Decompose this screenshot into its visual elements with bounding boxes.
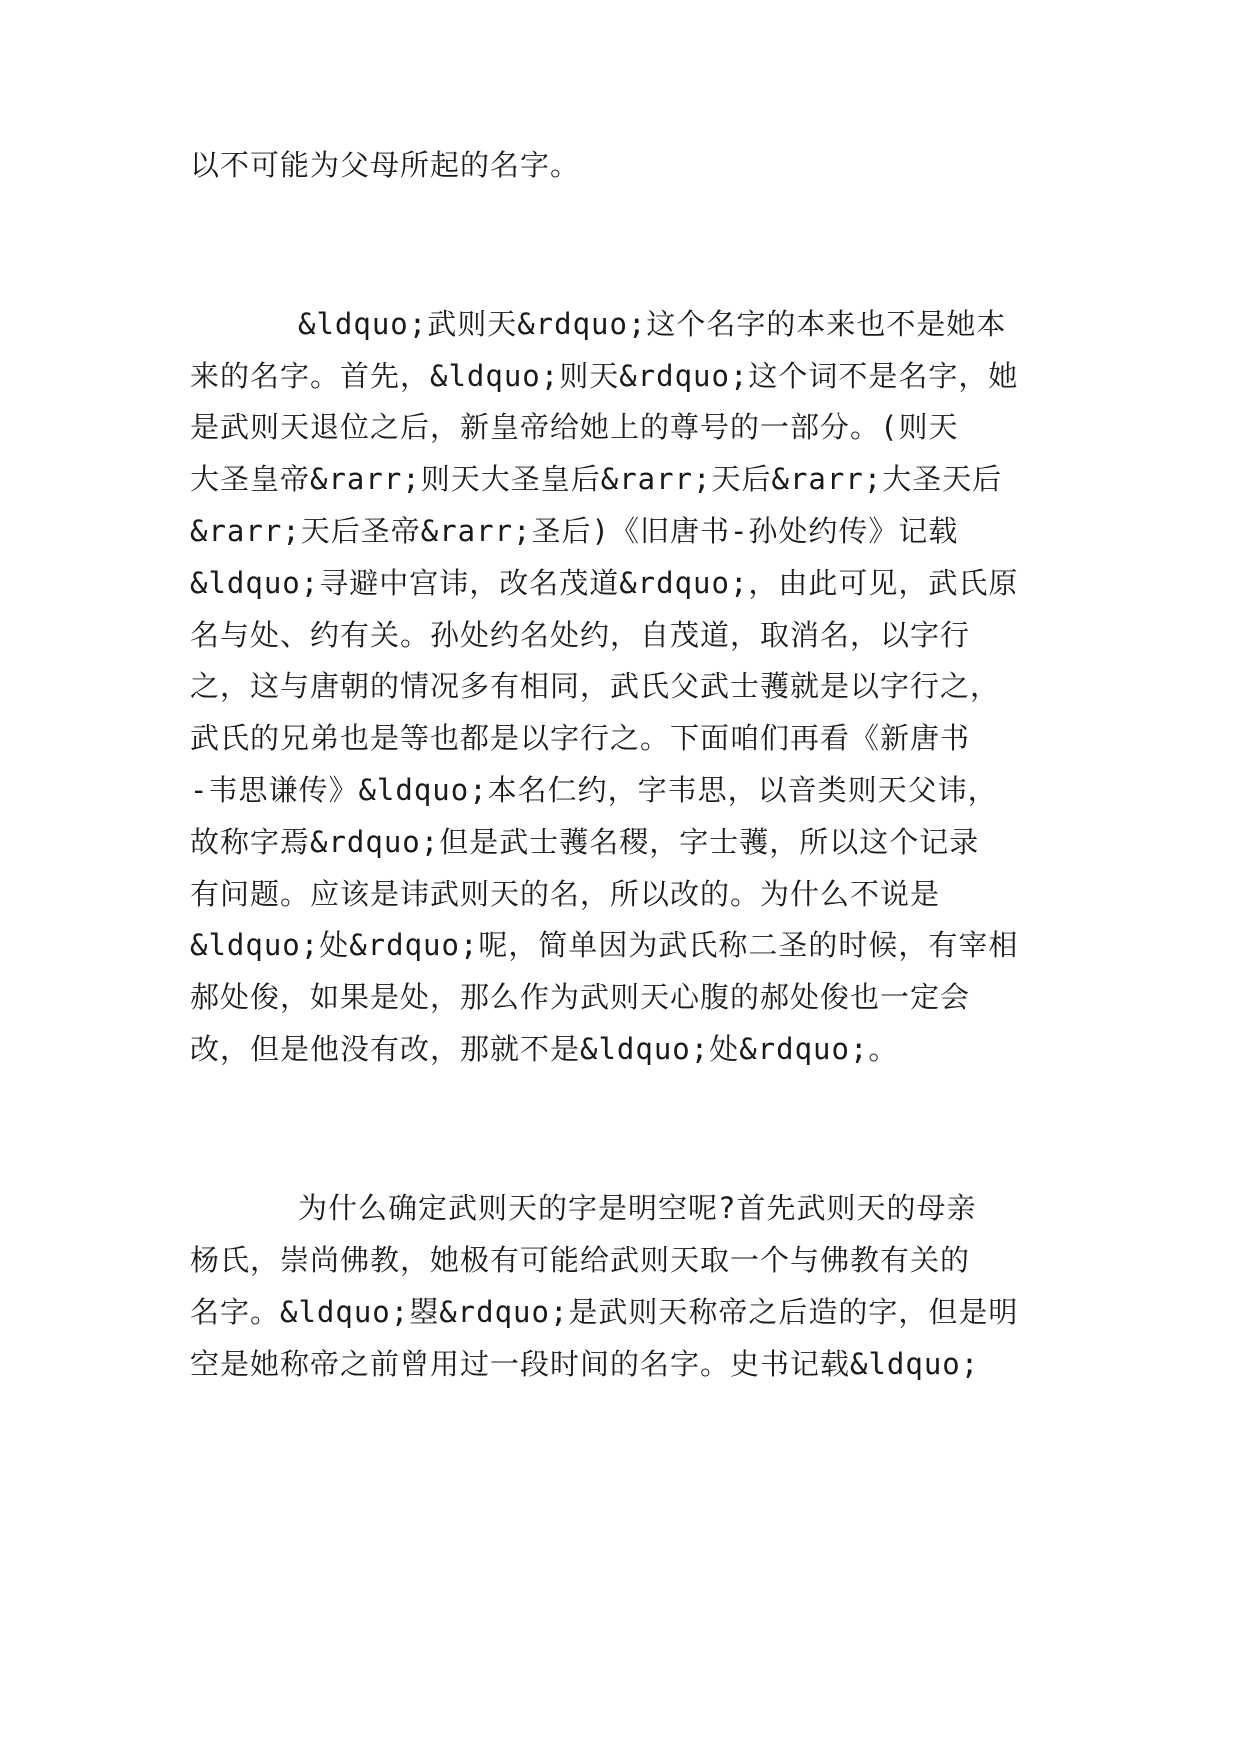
text-line: 大圣皇帝&rarr;则天大圣皇后&rarr;天后&rarr;大圣天后 bbox=[190, 462, 1003, 496]
text-line: 郝处俊，如果是处，那么作为武则天心腹的郝处俊也一定会 bbox=[190, 980, 971, 1014]
text-line: 之，这与唐朝的情况多有相同，武氏父武士彟就是以字行之， bbox=[190, 669, 1001, 703]
text-line: 名与处、约有关。孙处约名处约，自茂道，取消名，以字行 bbox=[190, 618, 971, 652]
text-line: &ldquo;寻避中宫讳，改名茂道&rdquo;，由此可见，武氏原 bbox=[190, 566, 1019, 600]
text-line: 武氏的兄弟也是等也都是以字行之。下面咱们再看《新唐书 bbox=[190, 721, 971, 755]
text-line: 是武则天退位之后，新皇帝给她上的尊号的一部分。(则天 bbox=[190, 410, 959, 444]
text-line: 以不可能为父母所起的名字。 bbox=[190, 148, 581, 182]
text-line: 改，但是他没有改，那就不是&ldquo;处&rdquo;。 bbox=[190, 1032, 899, 1066]
text-line: 名字。&ldquo;曌&rdquo;是武则天称帝之后造的字，但是明 bbox=[190, 1295, 1019, 1329]
text-line: &rarr;天后圣帝&rarr;圣后)《旧唐书-孙处约传》记载 bbox=[190, 514, 959, 548]
text-line: 有问题。应该是讳武则天的名，所以改的。为什么不说是 bbox=[190, 877, 941, 911]
text-line: -韦思谦传》&ldquo;本名仁约，字韦思，以音类则天父讳， bbox=[190, 773, 998, 807]
text-line: 故称字焉&rdquo;但是武士彟名稷，字士彟，所以这个记录 bbox=[190, 825, 980, 859]
text-line: 空是她称帝之前曾用过一段时间的名字。史书记载&ldquo; bbox=[190, 1347, 980, 1381]
text-line: &ldquo;处&rdquo;呢，简单因为武氏称二圣的时候，有宰相 bbox=[190, 928, 1019, 962]
paragraph-first-line: &ldquo;武则天&rdquo;这个名字的本来也不是她本 bbox=[298, 307, 1007, 341]
text-line: 杨氏，崇尚佛教，她极有可能给武则天取一个与佛教有关的 bbox=[190, 1243, 971, 1277]
text-line: 来的名字。首先，&ldquo;则天&rdquo;这个词不是名字，她 bbox=[190, 359, 1019, 393]
paragraph-first-line: 为什么确定武则天的字是明空呢?首先武则天的母亲 bbox=[298, 1191, 977, 1225]
